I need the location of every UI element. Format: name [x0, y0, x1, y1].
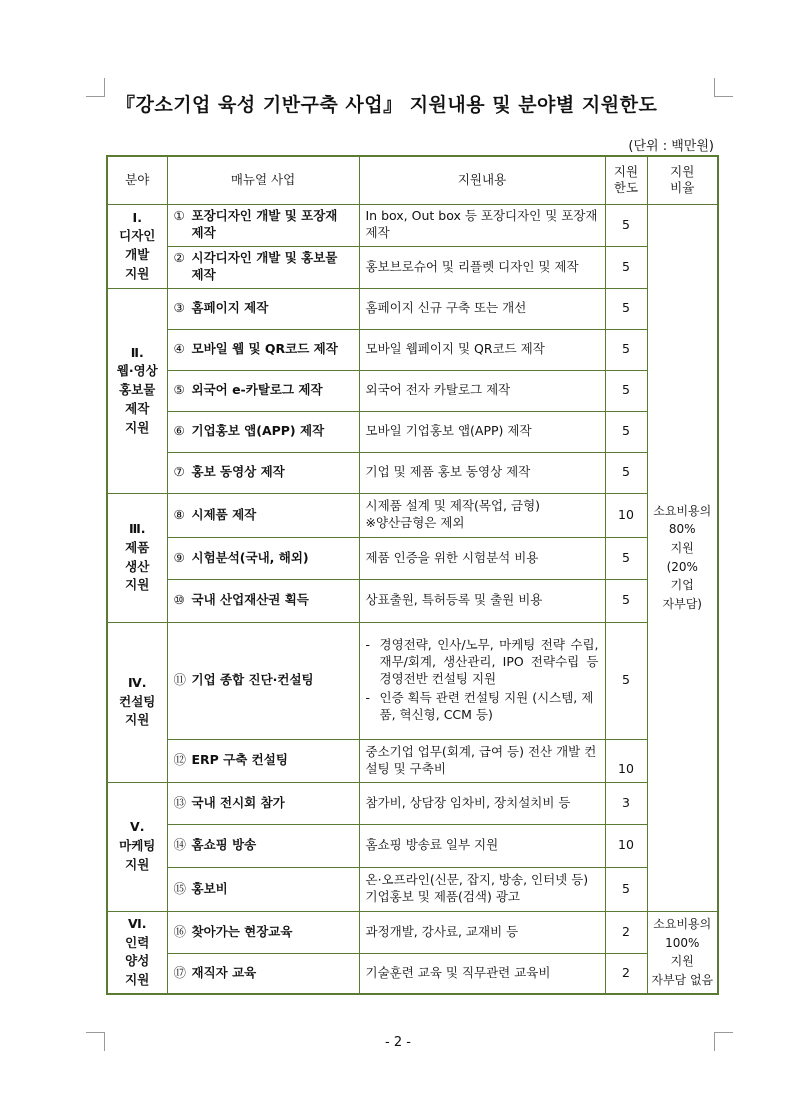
category-web-video: Ⅱ. 웹·영상 홍보물 제작 지원: [107, 288, 167, 493]
business-name: ⑩ 국내 산업재산권 획득: [167, 579, 359, 622]
support-content: 온·오프라인(신문, 잡지, 방송, 인터넷 등) 기업홍보 및 제품(검색) 광고: [359, 867, 605, 911]
support-content: 상표출원, 특허등록 및 출원 비용: [359, 579, 605, 622]
table-row: [107, 493, 718, 537]
support-limit: 10: [605, 493, 647, 537]
table-row: [107, 622, 718, 739]
table-row: [107, 288, 718, 329]
business-name: ⑭ 홈쇼핑 방송: [167, 824, 359, 867]
business-name: ② 시각디자인 개발 및 홍보물 제작: [167, 246, 359, 288]
support-table: [106, 155, 719, 995]
support-rate-80: 소요비용의 80% 지원 (20% 기업 자부담): [647, 204, 718, 911]
business-name: ⑬ 국내 전시회 참가: [167, 782, 359, 824]
support-content: 참가비, 상담장 임차비, 장치설치비 등: [359, 782, 605, 824]
support-content: 제품 인증을 위한 시험분석 비용: [359, 537, 605, 579]
support-content: 홍보브로슈어 및 리플렛 디자인 및 제작: [359, 246, 605, 288]
header-row: [107, 156, 718, 204]
business-name: ④ 모바일 웹 및 QR코드 제작: [167, 329, 359, 370]
support-content: 외국어 전자 카탈로그 제작: [359, 370, 605, 411]
table-row: [107, 782, 718, 824]
support-limit: 2: [605, 911, 647, 953]
table-row: [107, 370, 718, 411]
support-limit: 5: [605, 246, 647, 288]
corner-mark-top-left: [86, 78, 105, 97]
support-limit: 5: [605, 867, 647, 911]
support-limit: 5: [605, 622, 647, 739]
table-row: [107, 824, 718, 867]
support-limit: 5: [605, 579, 647, 622]
support-limit: 3: [605, 782, 647, 824]
page-number: - 2 -: [385, 1035, 411, 1050]
support-limit: 2: [605, 953, 647, 994]
table-row: [107, 911, 718, 953]
support-limit: 5: [605, 204, 647, 246]
support-limit: 10: [605, 739, 647, 782]
business-name: ⑮ 홍보비: [167, 867, 359, 911]
business-name: ⑰ 재직자 교육: [167, 953, 359, 994]
support-content: 기술훈련 교육 및 직무관련 교육비: [359, 953, 605, 994]
unit-label: (단위 : 백만원): [628, 139, 714, 154]
support-limit: 5: [605, 452, 647, 493]
category-design: Ⅰ. 디자인 개발 지원: [107, 204, 167, 288]
support-limit: 5: [605, 537, 647, 579]
business-name: ⑥ 기업홍보 앱(APP) 제작: [167, 411, 359, 452]
support-content: 과정개발, 강사료, 교재비 등: [359, 911, 605, 953]
table-row: [107, 537, 718, 579]
business-name: ⑧ 시제품 제작: [167, 493, 359, 537]
table-row: [107, 411, 718, 452]
table-row: [107, 246, 718, 288]
table-row: [107, 739, 718, 782]
support-content: 시제품 설계 및 제작(목업, 금형) ※양산금형은 제외: [359, 493, 605, 537]
business-name: ⑪ 기업 종합 진단·컨설팅: [167, 622, 359, 739]
category-product: Ⅲ. 제품 생산 지원: [107, 493, 167, 622]
support-content: 홈페이지 신규 구축 또는 개선: [359, 288, 605, 329]
support-limit: 10: [605, 824, 647, 867]
header-limit: 지원 한도: [605, 156, 647, 204]
table-row: [107, 452, 718, 493]
support-limit: 5: [605, 370, 647, 411]
table-row: [107, 867, 718, 911]
header-content: 지원내용: [359, 156, 605, 204]
table-row: [107, 953, 718, 994]
header-field: 분야: [107, 156, 167, 204]
business-name: ⑫ ERP 구축 컨설팅: [167, 739, 359, 782]
business-name: ① 포장디자인 개발 및 포장재 제작: [167, 204, 359, 246]
support-limit: 5: [605, 329, 647, 370]
category-marketing: Ⅴ. 마케팅 지원: [107, 782, 167, 911]
support-content: In box, Out box 등 포장디자인 및 포장재 제작: [359, 204, 605, 246]
category-training: Ⅵ. 인력 양성 지원: [107, 911, 167, 994]
header-manual: 매뉴얼 사업: [167, 156, 359, 204]
table-row: [107, 579, 718, 622]
table-row: [107, 329, 718, 370]
support-content: 중소기업 업무(회계, 급여 등) 전산 개발 컨설팅 및 구축비: [359, 739, 605, 782]
support-content: - 경영전략, 인사/노무, 마케팅 전략 수립, 재무/회계, 생산관리, IPO 전략수립 등 경영전반 컨설팅 지원 - 인증 획득 관련 컨설팅 지원 (시스템, 제품, 혁신형, CCM 등): [359, 622, 605, 739]
support-limit: 5: [605, 411, 647, 452]
category-consulting: Ⅳ. 컨설팅 지원: [107, 622, 167, 782]
support-content: 기업 및 제품 홍보 동영상 제작: [359, 452, 605, 493]
page-title: 『강소기업 육성 기반구축 사업』 지원내용 및 분야별 지원한도: [116, 94, 658, 116]
business-name: ⑨ 시험분석(국내, 해외): [167, 537, 359, 579]
support-rate-100: 소요비용의 100% 지원 자부담 없음: [647, 911, 718, 994]
header-rate: 지원 비율: [647, 156, 718, 204]
business-name: ③ 홈페이지 제작: [167, 288, 359, 329]
support-content: 모바일 기업홍보 앱(APP) 제작: [359, 411, 605, 452]
support-limit: 5: [605, 288, 647, 329]
business-name: ⑤ 외국어 e-카탈로그 제작: [167, 370, 359, 411]
support-content: 모바일 웹페이지 및 QR코드 제작: [359, 329, 605, 370]
table-row: [107, 204, 718, 246]
support-content: 홈쇼핑 방송료 일부 지원: [359, 824, 605, 867]
business-name: ⑦ 홍보 동영상 제작: [167, 452, 359, 493]
business-name: ⑯ 찾아가는 현장교육: [167, 911, 359, 953]
